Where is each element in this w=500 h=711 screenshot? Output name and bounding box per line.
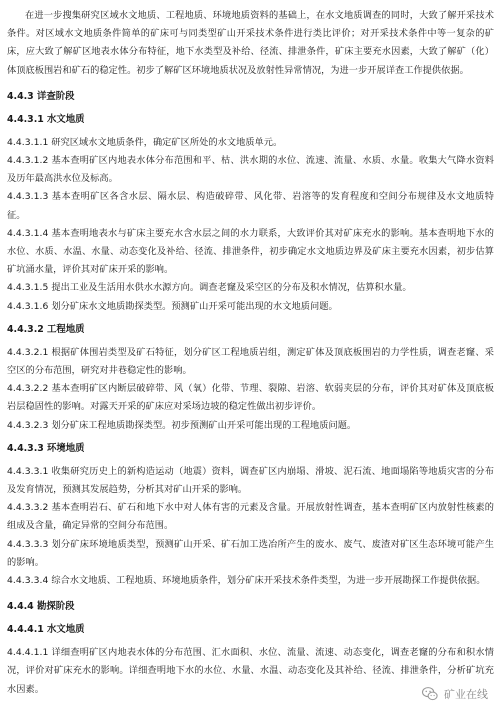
clause-4-4-3-2-1: 4.4.3.2.1 根据矿体围岩类型及矿石特征，划分矿区工程地质岩组，测定矿体及顶底板围岩的力学性质，调查老窿、采空区的分布范围，研究对井巷稳定性的影响。 [7, 346, 494, 377]
intro-paragraph: 在进一步搜集研究区域水文地质、工程地质、环境地质资料的基础上，在水文地质调查的同时，大致了解开采技术条件。对区域水文地质条件简单的矿床可与同类型矿山开采技术条件进行类比评价；对开采技术条件中等一复杂的矿床，应大致了解矿区地表水体分布特征，地下水类型及补给、径流、排泄条件，矿床主要充水因素，大致了解矿（化）体顶底板围岩和矿石的稳定性。初步了解矿区环境地质状况及放射性异常情况，为进一步开展详查工作提供依据。 [7, 10, 494, 76]
watermark-text: 矿业在线 [444, 688, 488, 701]
clause-4-4-3-3-4: 4.4.3.3.4 综合水文地质、工程地质、环境地质条件，划分矿床开采技术条件类型，为进一步开展勘探工作提供依据。 [7, 575, 486, 587]
clause-4-4-3-2-2: 4.4.3.2.2 基本查明矿区内断层破碎带、风（氧）化带、节理、裂隙、岩溶、软弱夹层的分布，评价其对矿体及顶底板岩层稳固性的影响。对露天开采的矿床应对采场边坡的稳定性做出初步评价。 [7, 383, 494, 413]
subsection-heading-hydrogeology: 4.4.3.1 水文地质 [7, 113, 85, 125]
clause-4-4-3-1-6: 4.4.3.1.6 划分矿床水文地质勘探类型。预测矿山开采可能出现的水文地质问题。 [7, 300, 338, 312]
clause-4-4-3-1-4: 4.4.3.1.4 基本查明地表水与矿床主要充水含水层之间的水力联系，大致评价其对矿床充水的影响。基本查明地下水的水位、水质、水温、水量、动态变化及补给、径流、排泄条件，初步确定水文地质边界及矿床主要充水因素，初步估算矿坑涌水量，评价其对矿床开采的影响。 [7, 227, 494, 276]
clause-4-4-3-3-1: 4.4.3.3.1 收集研究历史上的新构造运动（地震）资料，调查矿区内崩塌、滑坡、泥石流、地面塌陷等地质灾害的分布及发育情况，预测其发展趋势，分析其对矿山开采的影响。 [7, 465, 494, 496]
wechat-icon [421, 685, 439, 703]
clause-4-4-4-1-1: 4.4.4.1.1 详细查明矿区内地表水体的分布范围、汇水面积、水位、流量、流速、动态变化，调查老窿的分布和积水情况，评价对矿床充水的影响。详细查明地下水的水位、水量、水温、动态变化及其补给、径流、排泄条件，分析矿坑充水因素。 [7, 647, 494, 695]
document-page [7, 7, 494, 699]
clause-4-4-3-1-5: 4.4.3.1.5 提出工业及生活用水供水水源方向。调查老窿及采空区的分布及积水情况，估算积水量。 [7, 282, 412, 294]
clause-4-4-3-1-1: 4.4.3.1.1 研究区域水文地质条件，确定矿区所处的水文地质单元。 [7, 136, 283, 148]
subsection-heading-hydrogeology-exploration: 4.4.4.1 水文地质 [7, 624, 85, 636]
clause-4-4-3-1-3: 4.4.3.1.3 基本查明矿区各含水层、隔水层、构造破碎带、风化带、岩溶等的发育程度和空间分布规律及水文地质特征。 [7, 191, 494, 221]
section-heading-exploration: 4.4.4 勘探阶段 [7, 601, 75, 613]
section-heading-detailed-survey: 4.4.3 详查阶段 [7, 90, 75, 102]
subsection-heading-engineering-geology: 4.4.3.2 工程地质 [7, 323, 85, 335]
subsection-heading-environmental-geology: 4.4.3.3 环境地质 [7, 442, 85, 454]
clause-4-4-3-1-2: 4.4.3.1.2 基本查明矿区内地表水体分布范围和平、枯、洪水期的水位、流速、流量、水质、水量。收集大气降水资料及历年最高洪水位及标高。 [7, 155, 494, 185]
clause-4-4-3-3-2: 4.4.3.3.2 基本查明岩石、矿石和地下水中对人体有害的元素及含量。开展放射性调查，基本查明矿区内放射性核素的组成及含量，确定异常的空间分布范围。 [7, 502, 494, 532]
clause-4-4-3-3-3: 4.4.3.3.3 划分矿床环境地质类型，预测矿山开采、矿石加工选冶所产生的废水、废气、废渣对矿区生态环境可能产生的影响。 [7, 538, 494, 568]
clause-4-4-3-2-3: 4.4.3.2.3 划分矿床工程地质勘探类型。初步预测矿山开采可能出现的工程地质问题。 [7, 419, 357, 431]
watermark [421, 685, 488, 703]
